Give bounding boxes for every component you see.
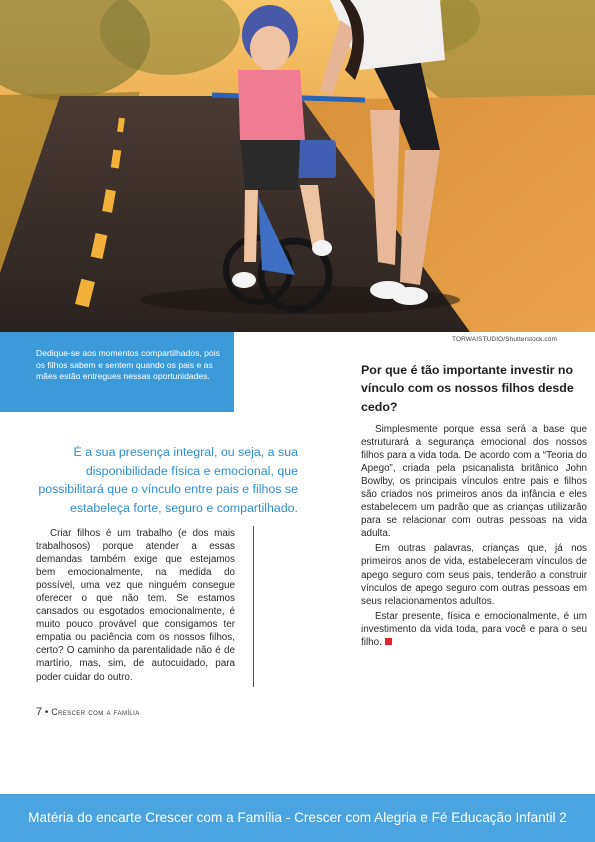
column-divider [253, 526, 254, 687]
photo-credit: TORWAISTUDIO/Shutterstock.com [452, 336, 557, 343]
page-number: 7 [36, 706, 43, 718]
right-paragraph-1: Simplesmente porque essa será a base que estruturará a segurança emocional dos nossos filhos para a vida toda. De acordo com a “Teoria do Apego”, criada pela psicanalista britânico John Bowlby, os principais vínculos entre pais e filhos são criados nos primeiros anos da infância e eles estabelecem um padrão que as crianças utilizarão para se relacionar com outras pessoas na vida adulta. [361, 424, 587, 540]
hero-photo [0, 0, 595, 332]
right-paragraph-3 [361, 610, 587, 649]
footer-band [0, 794, 595, 842]
right-paragraph-3-text: Estar presente, física e emocionalmente, é um investimento da vida toda, para você e para o seu filho. [361, 610, 587, 648]
photo-caption-text: Dedique-se aos momentos compartilhados, pois os filhos sabem e sentem quando os pais e as mães estão entregues nessas oportunidades. [36, 348, 220, 381]
left-column-paragraph: Criar filhos é um trabalho (e dos mais trabalhosos) porque atender a essas demandas também exige que estejamos bem emocionalmente, na medida do possível, uma vez que ninguém consegue oferecer o que não tem. Se estamos cansados ou esgotados emocionalmente, é muito pouco provável que consigamos ter empatia ou paciência com os nossos filhos, certo? O caminho da parentalidade não é de martírio, mas, sim, de autocuidado, para poder cuidar do outro. [36, 528, 235, 683]
pull-quote: É a sua presença integral, ou seja, a sua disponibilidade física e emocional, que possibilitará que o vínculo entre pais e filhos se estabeleça forte, seguro e compartilhado. [38, 445, 298, 515]
end-of-article-square-icon [385, 638, 392, 645]
folio-section-name: Crescer com a família [51, 707, 140, 717]
right-column [361, 423, 587, 651]
folio-separator: • [44, 707, 49, 718]
photo-illustration [0, 0, 595, 332]
footer-text: Matéria do encarte Crescer com a Família - Crescer com Alegria e Fé Educação Infantil 2 [28, 810, 567, 825]
photo-caption-box [0, 332, 234, 412]
section-heading: Por que é tão importante investir no vínculo com os nossos filhos desde cedo? [361, 363, 574, 414]
right-paragraph-2: Em outras palavras, crianças que, já nos primeiros anos de vida, estabeleceram vínculos de apego seguro com seus pais, tenderão a construir vínculos de apego seguro com outras pessoas em seus relacionamentos adultos. [361, 543, 587, 607]
folio [36, 706, 140, 718]
